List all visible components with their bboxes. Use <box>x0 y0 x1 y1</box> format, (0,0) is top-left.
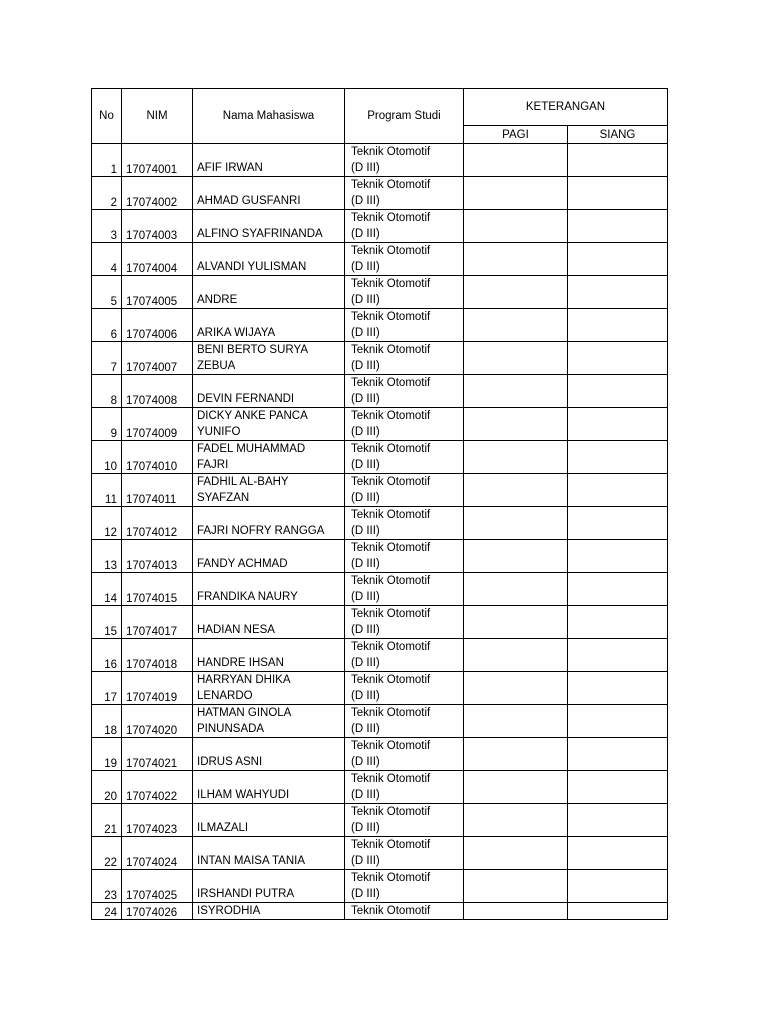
study-program-line: (D III) <box>351 591 380 603</box>
table-row <box>92 870 668 903</box>
table-row <box>92 441 668 474</box>
study-program-line: Teknik Otomotif <box>351 410 431 422</box>
study-program <box>345 672 464 705</box>
student-nim: 17074023 <box>122 804 193 837</box>
student-name <box>193 276 345 309</box>
study-program-line: Teknik Otomotif <box>351 179 431 191</box>
header-row <box>92 89 668 126</box>
student-attendance-table <box>91 88 668 920</box>
study-program <box>345 342 464 375</box>
study-program <box>345 771 464 804</box>
header-nim: NIM <box>122 89 193 144</box>
study-program <box>345 738 464 771</box>
row-number: 16 <box>92 639 122 672</box>
siang-cell <box>568 738 668 771</box>
table-body <box>92 144 668 920</box>
student-name-line: DICKY ANKE PANCA <box>197 410 308 422</box>
pagi-cell <box>464 177 568 210</box>
study-program <box>345 705 464 738</box>
student-name-line: ISYRODHIA <box>197 905 261 917</box>
student-name-line: AHMAD GUSFANRI <box>197 195 301 207</box>
study-program-line: Teknik Otomotif <box>351 773 431 785</box>
pagi-cell <box>464 903 568 920</box>
student-name <box>193 177 345 210</box>
siang-cell <box>568 771 668 804</box>
study-program-line: Teknik Otomotif <box>351 377 431 389</box>
study-program-line: Teknik Otomotif <box>351 608 431 620</box>
pagi-cell <box>464 804 568 837</box>
student-name <box>193 672 345 705</box>
study-program-line: Teknik Otomotif <box>351 443 431 455</box>
siang-cell <box>568 606 668 639</box>
student-name-line: ARIKA WIJAYA <box>197 327 276 339</box>
table-row <box>92 738 668 771</box>
student-name-line: FADHIL AL-BAHY <box>197 476 289 488</box>
student-name <box>193 573 345 606</box>
student-name-line: IRSHANDI PUTRA <box>197 888 295 900</box>
student-name-line: HADIAN NESA <box>197 624 275 636</box>
student-nim: 17074020 <box>122 705 193 738</box>
pagi-cell <box>464 441 568 474</box>
study-program-line: Teknik Otomotif <box>351 740 431 752</box>
siang-cell <box>568 177 668 210</box>
siang-cell <box>568 309 668 342</box>
study-program-line: Teknik Otomotif <box>351 278 431 290</box>
siang-cell <box>568 342 668 375</box>
student-nim: 17074015 <box>122 573 193 606</box>
row-number: 22 <box>92 837 122 870</box>
header-siang: SIANG <box>568 126 668 144</box>
study-program-line: Teknik Otomotif <box>351 212 431 224</box>
student-nim: 17074022 <box>122 771 193 804</box>
pagi-cell <box>464 507 568 540</box>
student-nim: 17074002 <box>122 177 193 210</box>
study-program-line: (D III) <box>351 426 380 438</box>
student-name-line: HATMAN GINOLA <box>197 707 292 719</box>
row-number: 6 <box>92 309 122 342</box>
student-nim: 17074009 <box>122 408 193 441</box>
row-number: 23 <box>92 870 122 903</box>
header-study-program: Program Studi <box>345 89 464 144</box>
student-name <box>193 408 345 441</box>
student-name-line: ANDRE <box>197 294 238 306</box>
student-nim: 17074018 <box>122 639 193 672</box>
table-row <box>92 210 668 243</box>
pagi-cell <box>464 573 568 606</box>
study-program-line: Teknik Otomotif <box>351 674 431 686</box>
study-program-line: (D III) <box>351 195 380 207</box>
pagi-cell <box>464 408 568 441</box>
table-row <box>92 408 668 441</box>
study-program-line: Teknik Otomotif <box>351 839 431 851</box>
student-nim: 17074001 <box>122 144 193 177</box>
pagi-cell <box>464 276 568 309</box>
student-nim: 17074026 <box>122 903 193 920</box>
study-program-line: (D III) <box>351 228 380 240</box>
student-name-line: AFIF IRWAN <box>197 162 263 174</box>
student-name-line: ALFINO SYAFRINANDA <box>197 228 323 240</box>
student-name <box>193 540 345 573</box>
student-name <box>193 903 345 920</box>
student-name-line: ZEBUA <box>197 360 236 372</box>
siang-cell <box>568 672 668 705</box>
pagi-cell <box>464 606 568 639</box>
siang-cell <box>568 837 668 870</box>
student-nim: 17074013 <box>122 540 193 573</box>
siang-cell <box>568 474 668 507</box>
table-row <box>92 837 668 870</box>
student-name <box>193 837 345 870</box>
study-program <box>345 243 464 276</box>
row-number: 12 <box>92 507 122 540</box>
pagi-cell <box>464 705 568 738</box>
table-row <box>92 540 668 573</box>
study-program-line: Teknik Otomotif <box>351 311 431 323</box>
row-number: 15 <box>92 606 122 639</box>
study-program-line: (D III) <box>351 393 380 405</box>
study-program <box>345 144 464 177</box>
table-row <box>92 903 668 920</box>
study-program-line: Teknik Otomotif <box>351 707 431 719</box>
study-program-line: Teknik Otomotif <box>351 806 431 818</box>
study-program-line: (D III) <box>351 690 380 702</box>
student-nim: 17074004 <box>122 243 193 276</box>
student-name <box>193 375 345 408</box>
table-row <box>92 177 668 210</box>
table-row <box>92 507 668 540</box>
row-number: 18 <box>92 705 122 738</box>
study-program-line: (D III) <box>351 756 380 768</box>
study-program-line: (D III) <box>351 558 380 570</box>
study-program <box>345 804 464 837</box>
study-program-line: (D III) <box>351 162 380 174</box>
student-name <box>193 243 345 276</box>
siang-cell <box>568 903 668 920</box>
study-program <box>345 573 464 606</box>
student-nim: 17074007 <box>122 342 193 375</box>
student-name <box>193 870 345 903</box>
siang-cell <box>568 507 668 540</box>
row-number: 7 <box>92 342 122 375</box>
row-number: 24 <box>92 903 122 920</box>
siang-cell <box>568 441 668 474</box>
study-program-line: Teknik Otomotif <box>351 146 431 158</box>
table-row <box>92 342 668 375</box>
pagi-cell <box>464 144 568 177</box>
student-name <box>193 210 345 243</box>
pagi-cell <box>464 738 568 771</box>
student-nim: 17074025 <box>122 870 193 903</box>
pagi-cell <box>464 474 568 507</box>
study-program <box>345 639 464 672</box>
siang-cell <box>568 540 668 573</box>
student-name-line: IDRUS ASNI <box>197 756 263 768</box>
student-nim: 17074006 <box>122 309 193 342</box>
study-program-line: Teknik Otomotif <box>351 542 431 554</box>
study-program <box>345 276 464 309</box>
student-nim: 17074003 <box>122 210 193 243</box>
row-number: 19 <box>92 738 122 771</box>
study-program <box>345 540 464 573</box>
pagi-cell <box>464 672 568 705</box>
student-name <box>193 342 345 375</box>
header-no: No <box>92 89 122 144</box>
study-program-line: (D III) <box>351 525 380 537</box>
study-program-line: (D III) <box>351 855 380 867</box>
student-nim: 17074008 <box>122 375 193 408</box>
siang-cell <box>568 375 668 408</box>
student-name <box>193 804 345 837</box>
student-name <box>193 639 345 672</box>
table-row <box>92 276 668 309</box>
study-program-line: (D III) <box>351 261 380 273</box>
row-number: 20 <box>92 771 122 804</box>
study-program-line: (D III) <box>351 360 380 372</box>
student-nim: 17074011 <box>122 474 193 507</box>
row-number: 8 <box>92 375 122 408</box>
row-number: 21 <box>92 804 122 837</box>
table-row <box>92 309 668 342</box>
student-nim: 17074012 <box>122 507 193 540</box>
student-name <box>193 144 345 177</box>
study-program <box>345 210 464 243</box>
siang-cell <box>568 870 668 903</box>
study-program-line: (D III) <box>351 492 380 504</box>
pagi-cell <box>464 309 568 342</box>
student-name-line: PINUNSADA <box>197 723 265 735</box>
student-name-line: ILMAZALI <box>197 822 249 834</box>
student-name-line: INTAN MAISA TANIA <box>197 855 305 867</box>
siang-cell <box>568 705 668 738</box>
study-program <box>345 606 464 639</box>
study-program-line: (D III) <box>351 789 380 801</box>
student-nim: 17074021 <box>122 738 193 771</box>
pagi-cell <box>464 210 568 243</box>
study-program-line: (D III) <box>351 723 380 735</box>
student-nim: 17074019 <box>122 672 193 705</box>
pagi-cell <box>464 342 568 375</box>
pagi-cell <box>464 771 568 804</box>
study-program-line: Teknik Otomotif <box>351 344 431 356</box>
siang-cell <box>568 210 668 243</box>
study-program-line: Teknik Otomotif <box>351 476 431 488</box>
student-name <box>193 738 345 771</box>
table-row <box>92 573 668 606</box>
student-name-line: SYAFZAN <box>197 492 250 504</box>
table-row <box>92 474 668 507</box>
student-nim: 17074024 <box>122 837 193 870</box>
student-name-line: FAJRI NOFRY RANGGA <box>197 525 325 537</box>
row-number: 1 <box>92 144 122 177</box>
study-program <box>345 837 464 870</box>
study-program-line: (D III) <box>351 657 380 669</box>
table-row <box>92 804 668 837</box>
student-name-line: FRANDIKA NAURY <box>197 591 298 603</box>
study-program <box>345 309 464 342</box>
row-number: 13 <box>92 540 122 573</box>
study-program <box>345 441 464 474</box>
table-row <box>92 639 668 672</box>
study-program-line: (D III) <box>351 459 380 471</box>
table-row <box>92 375 668 408</box>
siang-cell <box>568 804 668 837</box>
student-name <box>193 606 345 639</box>
student-name <box>193 507 345 540</box>
row-number: 14 <box>92 573 122 606</box>
table-row <box>92 144 668 177</box>
siang-cell <box>568 639 668 672</box>
student-name <box>193 309 345 342</box>
study-program <box>345 903 464 920</box>
table-row <box>92 243 668 276</box>
row-number: 3 <box>92 210 122 243</box>
study-program-line: Teknik Otomotif <box>351 905 431 917</box>
study-program <box>345 474 464 507</box>
siang-cell <box>568 276 668 309</box>
student-name-line: BENI BERTO SURYA <box>197 344 308 356</box>
student-name-line: HANDRE IHSAN <box>197 657 284 669</box>
study-program <box>345 375 464 408</box>
siang-cell <box>568 144 668 177</box>
student-nim: 17074010 <box>122 441 193 474</box>
row-number: 5 <box>92 276 122 309</box>
header-keterangan: KETERANGAN <box>464 89 668 126</box>
table-row <box>92 606 668 639</box>
study-program <box>345 408 464 441</box>
siang-cell <box>568 573 668 606</box>
header-student-name: Nama Mahasiswa <box>193 89 345 144</box>
student-name <box>193 705 345 738</box>
student-name-line: FANDY ACHMAD <box>197 558 288 570</box>
table-row <box>92 771 668 804</box>
row-number: 2 <box>92 177 122 210</box>
student-name <box>193 771 345 804</box>
header-pagi: PAGI <box>464 126 568 144</box>
study-program <box>345 507 464 540</box>
student-name-line: FADEL MUHAMMAD <box>197 443 306 455</box>
pagi-cell <box>464 837 568 870</box>
study-program-line: (D III) <box>351 624 380 636</box>
row-number: 11 <box>92 474 122 507</box>
student-name-line: ALVANDI YULISMAN <box>197 261 307 273</box>
study-program-line: Teknik Otomotif <box>351 509 431 521</box>
table-row <box>92 705 668 738</box>
student-name-line: LENARDO <box>197 690 253 702</box>
pagi-cell <box>464 870 568 903</box>
row-number: 17 <box>92 672 122 705</box>
study-program <box>345 870 464 903</box>
pagi-cell <box>464 243 568 276</box>
study-program-line: Teknik Otomotif <box>351 872 431 884</box>
student-name-line: HARRYAN DHIKA <box>197 674 291 686</box>
study-program-line: (D III) <box>351 294 380 306</box>
student-name <box>193 474 345 507</box>
row-number: 4 <box>92 243 122 276</box>
study-program-line: Teknik Otomotif <box>351 245 431 257</box>
pagi-cell <box>464 639 568 672</box>
student-nim: 17074005 <box>122 276 193 309</box>
study-program-line: Teknik Otomotif <box>351 641 431 653</box>
siang-cell <box>568 243 668 276</box>
study-program-line: Teknik Otomotif <box>351 575 431 587</box>
pagi-cell <box>464 375 568 408</box>
student-name-line: FAJRI <box>197 459 229 471</box>
row-number: 9 <box>92 408 122 441</box>
study-program-line: (D III) <box>351 888 380 900</box>
row-number: 10 <box>92 441 122 474</box>
student-name <box>193 441 345 474</box>
pagi-cell <box>464 540 568 573</box>
study-program-line: (D III) <box>351 327 380 339</box>
student-name-line: YUNIFO <box>197 426 241 438</box>
study-program-line: (D III) <box>351 822 380 834</box>
student-nim: 17074017 <box>122 606 193 639</box>
study-program <box>345 177 464 210</box>
student-name-line: ILHAM WAHYUDI <box>197 789 290 801</box>
siang-cell <box>568 408 668 441</box>
table-row <box>92 672 668 705</box>
student-name-line: DEVIN FERNANDI <box>197 393 295 405</box>
